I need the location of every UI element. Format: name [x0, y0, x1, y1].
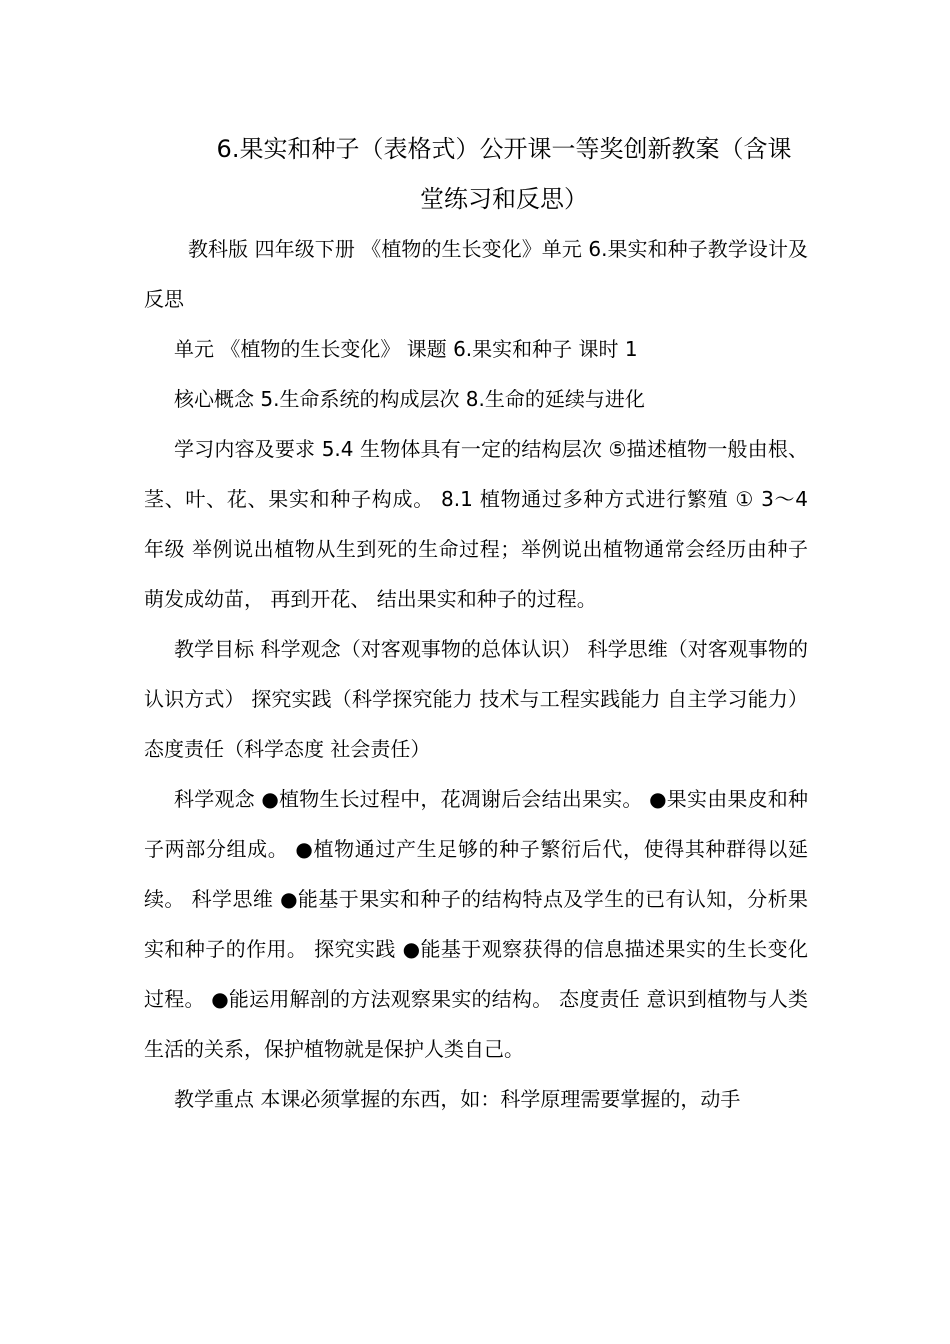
paragraph-teaching-goals: 教学目标 科学观念（对客观事物的总体认识） 科学思维（对客观事物的认识方式） 探究实践（科学探究能力 技术与工程实践能力 自主学习能力） 态度责任（科学态度 社会责任） — [144, 637, 808, 761]
document-page — [144, 124, 808, 1124]
title-line-1: 6.果实和种子（表格式）公开课一等奖创新教案（含课 — [216, 135, 792, 163]
title-line-2: 堂练习和反思） — [420, 185, 588, 213]
paragraph-unit-info: 单元 《植物的生长变化》 课题 6.果实和种子 课时 1 — [174, 337, 638, 361]
paragraph-science-concepts: 科学观念 ●植物生长过程中，花凋谢后会结出果实。 ●果实由果皮和种子两部分组成。 ●植物通过产生足够的种子繁衍后代，使得其种群得以延续。 科学思维 ●能基于果实和种子的结构特点及学生的已有认知，分析果实和种子的作用。 探究实践 ●能基于观察获得的信息描述果实的生长变化过程。 ●能运用解剖的方法观察果实的结构。 态度责任 意识到植物与人类生活的关系，保护植物就是保护人类自己。 — [144, 787, 808, 1061]
paragraph-textbook-info: 教科版 四年级下册 《植物的生长变化》单元 6.果实和种子教学设计及反思 — [144, 237, 808, 311]
document-title — [144, 124, 808, 224]
paragraph-teaching-focus: 教学重点 本课必须掌握的东西，如：科学原理需要掌握的，动手 — [174, 1087, 741, 1111]
paragraph-learning-content: 学习内容及要求 5.4 生物体具有一定的结构层次 ⑤描述植物一般由根、茎、叶、花、果实和种子构成。 8.1 植物通过多种方式进行繁殖 ① 3～4 年级 举例说出植物从生到死的生命过程；举例说出植物通常会经历由种子萌发成幼苗， 再到开花、 结出果实和种子的过程。 — [144, 437, 808, 611]
paragraph-core-concept: 核心概念 5.生命系统的构成层次 8.生命的延续与进化 — [174, 387, 645, 411]
